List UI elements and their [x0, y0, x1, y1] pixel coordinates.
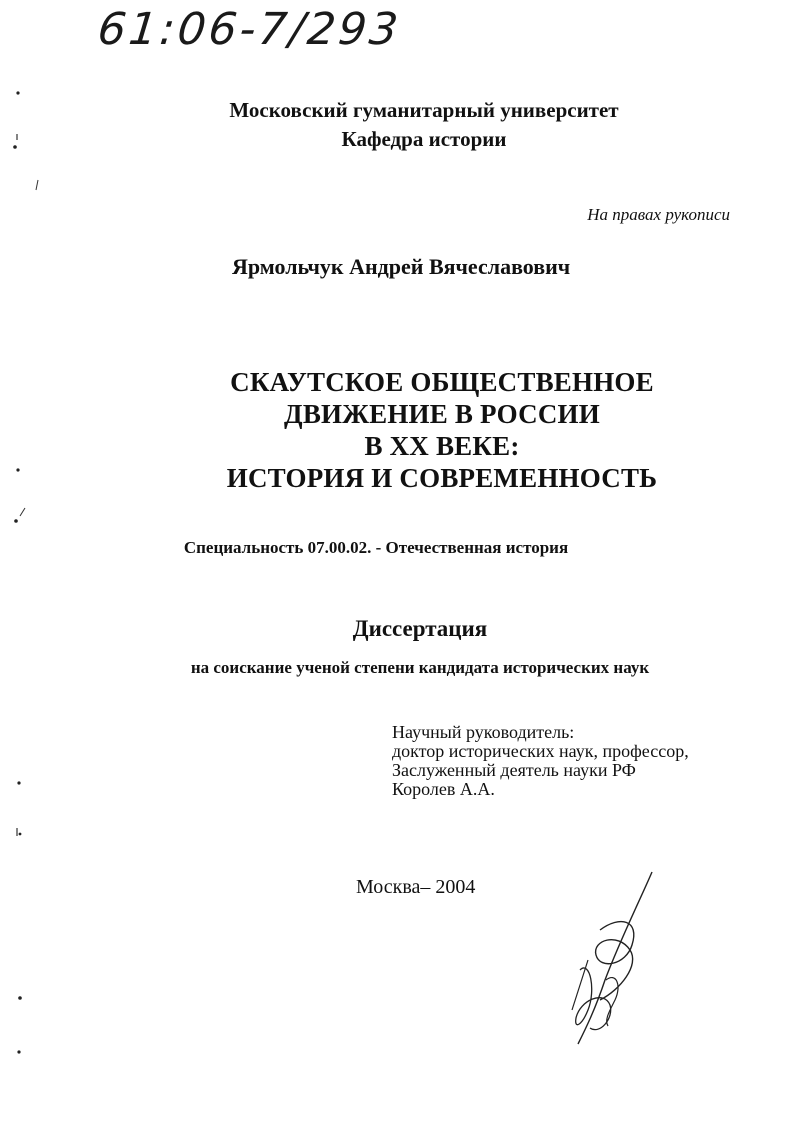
document-type: Диссертация [352, 616, 488, 641]
signature-icon [560, 860, 670, 1050]
degree-line: на соискание ученой степени кандидата исторических наук [190, 658, 650, 677]
advisor-role: Научный руководитель: [392, 722, 575, 742]
advisor-name: Королев А.А. [392, 779, 495, 799]
specialty-line: Специальность 07.00.02. - Отечественная история [183, 538, 569, 557]
title-line: ДВИЖЕНИЕ В РОССИИ [284, 399, 600, 429]
dissertation-title [46, 366, 792, 494]
title-line: ИСТОРИЯ И СОВРЕМЕННОСТЬ [226, 463, 658, 493]
university-name: Московский гуманитарный университет [229, 98, 619, 122]
scan-specks [0, 0, 40, 1124]
title-line: СКАУТСКОЕ ОБЩЕСТВЕННОЕ [230, 367, 654, 397]
archive-code-handwritten: 61:06-7/293 [95, 4, 404, 55]
advisor-honor: Заслуженный деятель науки РФ [392, 760, 636, 780]
advisor-block [392, 723, 689, 799]
header-block [28, 96, 792, 154]
author-name: Ярмольчук Андрей Вячеславович [232, 254, 571, 279]
rights-note: На правах рукописи [587, 205, 730, 224]
title-line: В XX ВЕКЕ: [364, 431, 520, 461]
department-name: Кафедра истории [341, 127, 507, 151]
place-year: Москва– 2004 [356, 876, 476, 898]
advisor-degree: доктор исторических наук, профессор, [392, 741, 689, 761]
